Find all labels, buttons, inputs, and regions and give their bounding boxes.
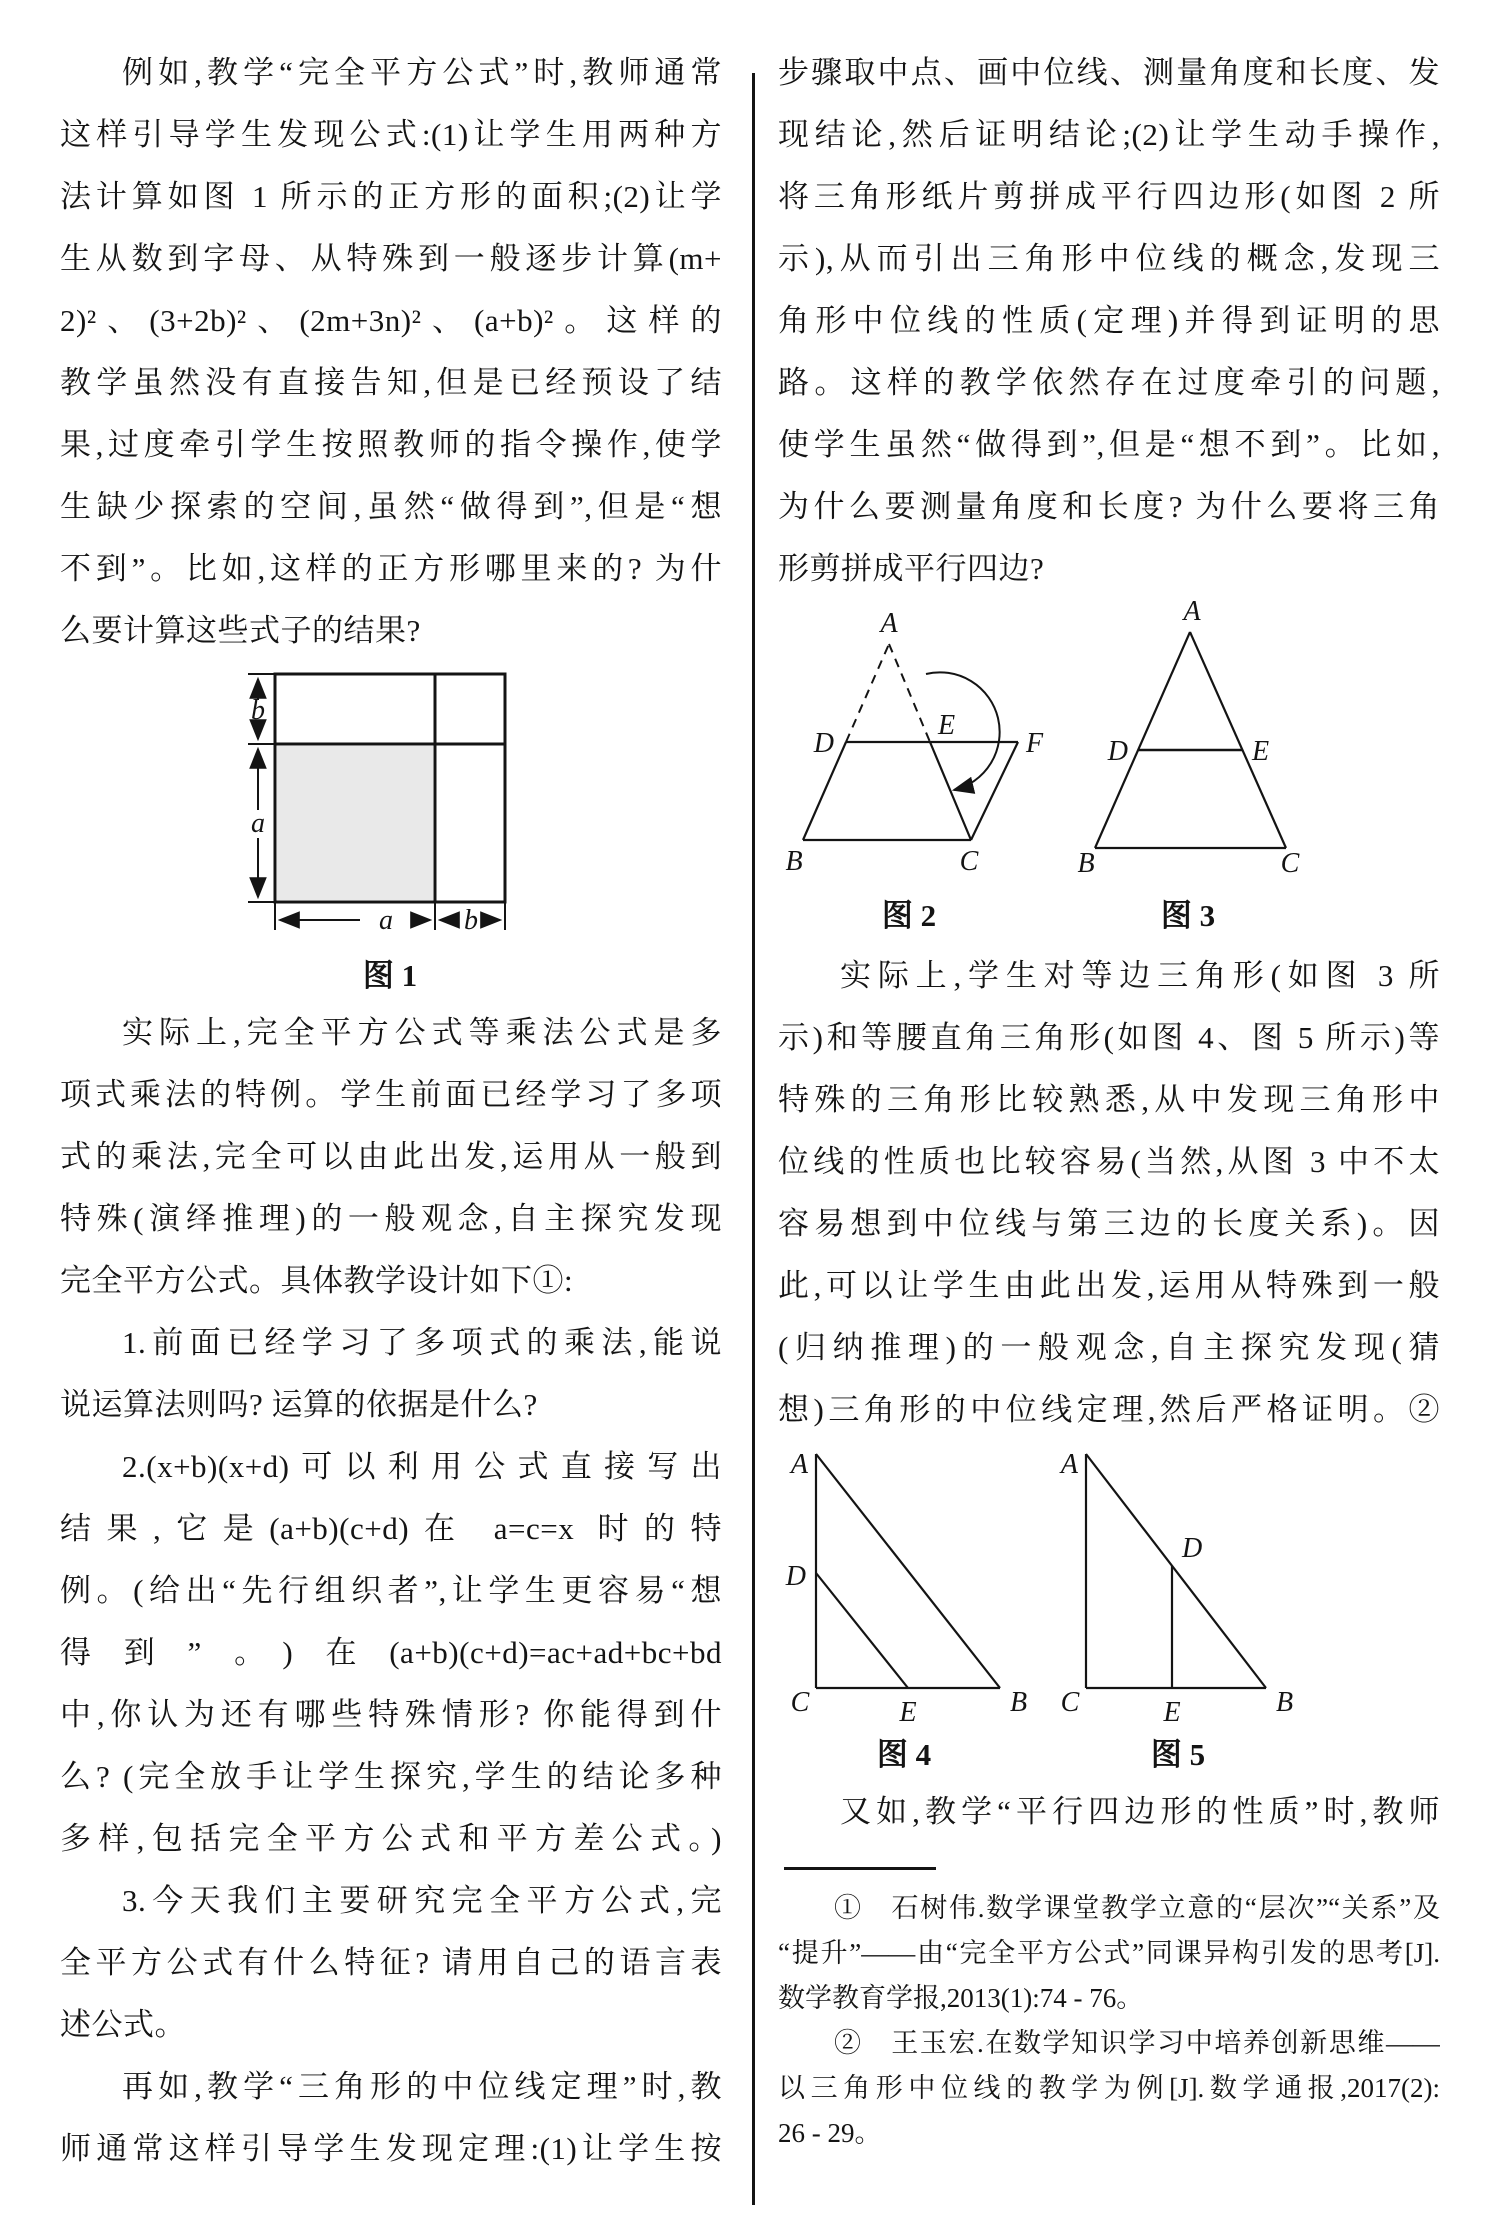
figure-1 bbox=[60, 662, 722, 1002]
figure-5-caption: 图 5 bbox=[1150, 1737, 1206, 1772]
text-line: 结果,它是(a+b)(c+d)在 a=c=x 时的特 bbox=[60, 1511, 722, 1546]
text-line: 形剪拼成平行四边? bbox=[778, 551, 1045, 586]
text-line: 特殊的三角形比较熟悉,从中发现三角形中 bbox=[778, 1082, 1440, 1117]
fig3-label-C: C bbox=[1280, 848, 1300, 879]
text-line: 26 - 29。 bbox=[778, 2118, 882, 2148]
text-line: 么? (完全放手让学生探究,学生的结论多种 bbox=[60, 1759, 722, 1794]
fig3-label-B: B bbox=[1077, 848, 1095, 879]
text-line: 特殊(演绎推理)的一般观念,自主探究发现 bbox=[60, 1201, 722, 1236]
text-line: ② 王玉宏.在数学知识学习中培养创新思维—— bbox=[834, 2028, 1440, 2058]
fig1-label-b-side: b bbox=[251, 695, 265, 726]
paragraph-midline-steps bbox=[778, 42, 1440, 600]
fig5-triangle bbox=[1086, 1454, 1266, 1688]
column-divider-rule bbox=[752, 73, 755, 2205]
text-line: 说运算法则吗? 运算的依据是什么? bbox=[60, 1387, 538, 1422]
fig2-label-B: B bbox=[785, 846, 803, 877]
fig2-dashed-apex bbox=[846, 644, 930, 742]
text-line: 师通常这样引导学生发现定理:(1)让学生按 bbox=[60, 2131, 722, 2166]
text-line: 果,过度牵引学生按照教师的指令操作,使学 bbox=[60, 427, 722, 462]
text-line: 角形中位线的性质(定理)并得到证明的思 bbox=[778, 303, 1440, 338]
fig1-label-a-side: a bbox=[251, 808, 265, 839]
text-line: 为什么要测量角度和长度? 为什么要将三角 bbox=[778, 489, 1440, 524]
text-line: 此,可以让学生由此出发,运用从特殊到一般 bbox=[778, 1268, 1440, 1303]
text-line: 式的乘法,完全可以由此出发,运用从一般到 bbox=[60, 1139, 722, 1174]
fig3-label-A: A bbox=[1183, 600, 1201, 627]
text-line: 述公式。 bbox=[60, 2007, 186, 2042]
text-line: 想)三角形的中位线定理,然后严格证明。② bbox=[778, 1392, 1440, 1427]
figure-1-diagram bbox=[60, 662, 722, 1002]
fig1-label-a-bottom: a bbox=[379, 905, 393, 936]
text-line: 位线的性质也比较容易(当然,从图 3 中不太 bbox=[778, 1144, 1440, 1179]
text-line: 例。(给出“先行组织者”,让学生更容易“想 bbox=[60, 1573, 722, 1608]
paragraph-teaching-design bbox=[60, 1002, 722, 2180]
text-line: 实际上,学生对等边三角形(如图 3 所 bbox=[840, 958, 1440, 993]
text-line: 示),从而引出三角形中位线的概念,发现三 bbox=[778, 241, 1440, 276]
fig2-label-A: A bbox=[880, 608, 898, 639]
text-line: ① 石树伟.数学课堂教学立意的“层次”“关系”及 bbox=[834, 1893, 1440, 1923]
fig5-label-D: D bbox=[1182, 1533, 1203, 1564]
text-line: 得到”。)在(a+b)(c+d)=ac+ad+bc+bd bbox=[60, 1635, 722, 1670]
fig4-triangle bbox=[816, 1454, 1000, 1688]
fig4-label-A: A bbox=[790, 1449, 808, 1480]
fig3-label-D: D bbox=[1107, 736, 1128, 767]
fig2-label-D: D bbox=[813, 728, 834, 759]
text-line: 完全平方公式。具体教学设计如下①: bbox=[60, 1263, 574, 1298]
fig2-parallelogram bbox=[803, 742, 1018, 840]
paragraph-special-triangles bbox=[778, 945, 1440, 1441]
text-line: 教学虽然没有直接告知,但是已经预设了结 bbox=[60, 365, 722, 400]
text-line: 生缺少探索的空间,虽然“做得到”,但是“想 bbox=[60, 489, 722, 524]
right-column bbox=[778, 0, 1440, 2156]
text-line: 这样引导学生发现公式:(1)让学生用两种方 bbox=[60, 117, 722, 152]
text-line: 步骤取中点、画中位线、测量角度和长度、发 bbox=[778, 55, 1440, 90]
paragraph-parallelogram-intro bbox=[778, 1781, 1440, 1843]
text-line: 现结论,然后证明结论;(2)让学生动手操作, bbox=[778, 117, 1440, 152]
footnotes bbox=[778, 1867, 1440, 2156]
text-line: 又如,教学“平行四边形的性质”时,教师 bbox=[840, 1794, 1440, 1829]
text-line: 路。这样的教学依然存在过度牵引的问题, bbox=[778, 365, 1440, 400]
footnote-1 bbox=[778, 1886, 1440, 2021]
figure-4-5-diagram bbox=[778, 1441, 1440, 1781]
text-line: 实际上,完全平方公式等乘法公式是多 bbox=[122, 1015, 722, 1050]
fig1-label-b-bottom: b bbox=[464, 905, 478, 936]
figure-1-caption: 图 1 bbox=[362, 958, 418, 993]
text-line: 容易想到中位线与第三边的长度关系)。因 bbox=[778, 1206, 1440, 1241]
text-line: 将三角形纸片剪拼成平行四边形(如图 2 所 bbox=[778, 179, 1440, 214]
fig5-label-E: E bbox=[1163, 1697, 1181, 1728]
text-line: 法计算如图 1 所示的正方形的面积;(2)让学 bbox=[60, 179, 722, 214]
fig5-label-B: B bbox=[1276, 1687, 1294, 1718]
text-line: 项式乘法的特例。学生前面已经学习了多项 bbox=[60, 1077, 722, 1112]
fig4-label-D: D bbox=[785, 1561, 806, 1592]
text-line: (归纳推理)的一般观念,自主探究发现(猜 bbox=[778, 1330, 1440, 1365]
text-line: 不到”。比如,这样的正方形哪里来的? 为什 bbox=[60, 551, 722, 586]
fig2-label-F: F bbox=[1026, 728, 1044, 759]
text-line: 再如,教学“三角形的中位线定理”时,教 bbox=[122, 2069, 722, 2104]
text-line: “提升”——由“完全平方公式”同课异构引发的思考[J]. bbox=[778, 1938, 1440, 1968]
shaded-a-square bbox=[277, 746, 433, 900]
text-line: 生从数到字母、从特殊到一般逐步计算(m+ bbox=[60, 241, 722, 276]
fig3-label-E: E bbox=[1252, 736, 1270, 767]
figure-2-3-diagram bbox=[778, 600, 1440, 945]
text-line: 么要计算这些式子的结果? bbox=[60, 613, 421, 648]
fig2-label-C: C bbox=[959, 846, 979, 877]
text-line: 2.(x+b)(x+d)可以利用公式直接写出 bbox=[122, 1449, 722, 1484]
fig5-label-C: C bbox=[1060, 1687, 1080, 1718]
paragraph-example-square-formula bbox=[60, 42, 722, 662]
text-line: 使学生虽然“做得到”,但是“想不到”。比如, bbox=[778, 427, 1440, 462]
text-line: 3.今天我们主要研究完全平方公式,完 bbox=[122, 1883, 722, 1918]
figure-4-caption: 图 4 bbox=[876, 1737, 932, 1772]
text-line: 全平方公式有什么特征? 请用自己的语言表 bbox=[60, 1945, 722, 1980]
left-column bbox=[60, 0, 722, 2180]
figure-3-caption: 图 3 bbox=[1160, 898, 1216, 933]
text-line: 数学教育学报,2013(1):74 - 76。 bbox=[778, 1983, 1144, 2013]
footnote-divider-rule bbox=[784, 1867, 936, 1870]
fig4-label-B: B bbox=[1010, 1687, 1028, 1718]
text-line: 1.前面已经学习了多项式的乘法,能说 bbox=[122, 1325, 722, 1360]
fig4-label-C: C bbox=[790, 1687, 810, 1718]
figures-2-3 bbox=[778, 600, 1440, 945]
text-line: 多样,包括完全平方公式和平方差公式。) bbox=[60, 1821, 722, 1856]
fig2-label-E: E bbox=[938, 710, 956, 741]
text-line: 示)和等腰直角三角形(如图 4、图 5 所示)等 bbox=[778, 1020, 1440, 1055]
fig4-label-E: E bbox=[899, 1697, 917, 1728]
text-line: 中,你认为还有哪些特殊情形? 你能得到什 bbox=[60, 1697, 722, 1732]
fig5-label-A: A bbox=[1060, 1449, 1078, 1480]
text-line: 以三角形中位线的教学为例[J].数学通报,2017(2): bbox=[778, 2073, 1440, 2103]
text-line: 2)²、(3+2b)²、(2m+3n)²、(a+b)²。这样的 bbox=[60, 303, 722, 338]
figures-4-5 bbox=[778, 1441, 1440, 1781]
footnote-2 bbox=[778, 2021, 1440, 2156]
figure-2-caption: 图 2 bbox=[881, 898, 937, 933]
text-line: 例如,教学“完全平方公式”时,教师通常 bbox=[122, 55, 722, 90]
